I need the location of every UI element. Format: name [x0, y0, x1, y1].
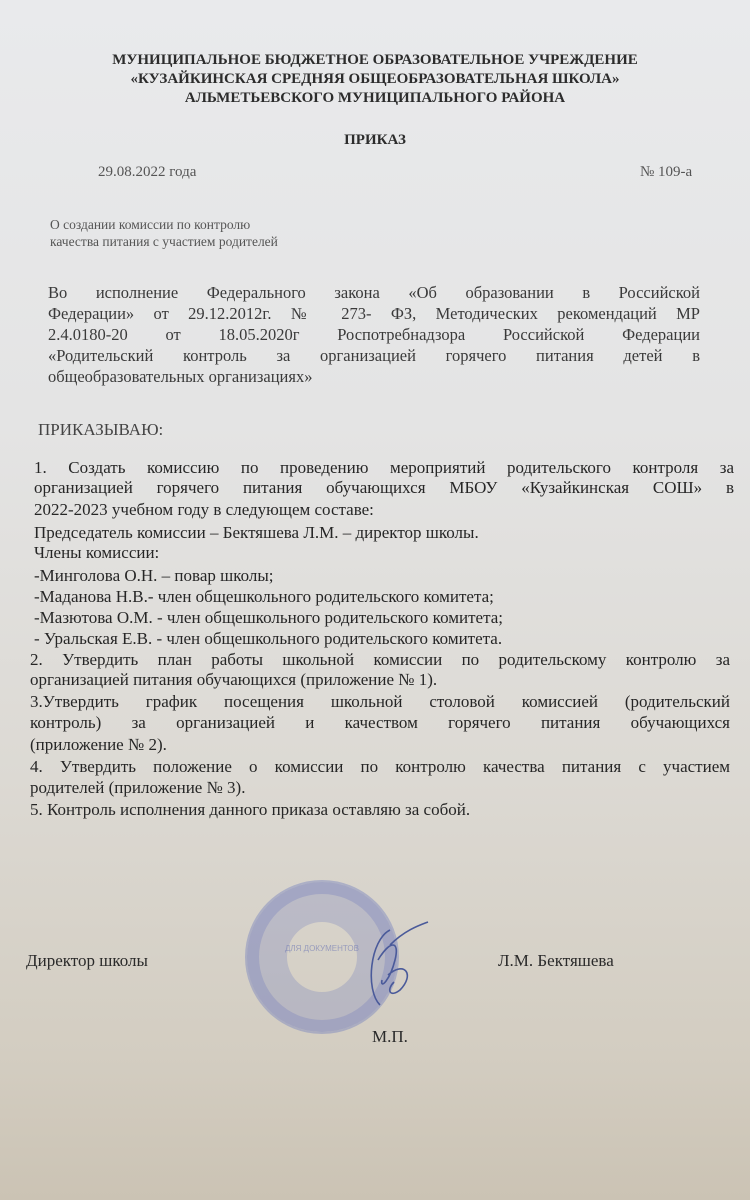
preamble-line-1: Во исполнение Федерального закона «Об образовании в Российской [48, 283, 700, 302]
order-body-line: организацией питания обучающихся (приложение № 1). [30, 670, 438, 689]
header-line-1: МУНИЦИПАЛЬНОЕ БЮДЖЕТНОЕ ОБРАЗОВАТЕЛЬНОЕ УЧРЕЖДЕНИЕ [112, 52, 638, 68]
order-word: ПРИКАЗЫВАЮ: [38, 420, 164, 439]
order-body-line: 2. Утвердить план работы школьной комиссии по родительскому контролю за [30, 650, 730, 669]
order-body-line: организацией горячего питания обучающихся МБОУ «Кузайкинская СОШ» в [34, 478, 734, 497]
subject-line-2: качества питания с участием родителей [50, 234, 278, 249]
order-number: № 109-а [640, 164, 693, 180]
preamble-line-5: общеобразовательных организациях» [48, 367, 313, 386]
order-body-line: (приложение № 2). [30, 735, 167, 754]
order-body-line: контроль) за организацией и качеством горячего питания обучающихся [30, 713, 730, 732]
header-line-3: АЛЬМЕТЬЕВСКОГО МУНИЦИПАЛЬНОГО РАЙОНА [184, 90, 566, 106]
order-body-line: 1. Создать комиссию по проведению мероприятий родительского контроля за [34, 458, 734, 477]
subject-line-1: О создании комиссии по контролю [50, 217, 251, 232]
order-body-line: -Мазютова О.М. - член общешкольного родительского комитета; [34, 608, 503, 627]
order-date: 29.08.2022 года [98, 164, 197, 180]
signature-name: Л.М. Бектяшева [498, 951, 614, 970]
preamble-line-2: Федерации» от 29.12.2012г. № 273- ФЗ, Методических рекомендаций МР [48, 304, 700, 323]
order-body-line: 2022-2023 учебном году в следующем составе: [34, 500, 374, 519]
signature-role: Директор школы [26, 951, 148, 970]
order-body-line: - Уральская Е.В. - член общешкольного родительского комитета. [34, 629, 503, 648]
order-body-line: Председатель комиссии – Бектяшева Л.М. – директор школы. [34, 523, 479, 542]
preamble-line-3: 2.4.0180-20 от 18.05.2020г Роспотребнадзора Российской Федерации [48, 325, 700, 344]
stamp-text: ДЛЯ ДОКУМЕНТОВ [284, 944, 359, 953]
order-body-line: 5. Контроль исполнения данного приказа оставляю за собой. [30, 800, 471, 819]
seal-mark: М.П. [372, 1027, 408, 1046]
header-line-2: «КУЗАЙКИНСКАЯ СРЕДНЯЯ ОБЩЕОБРАЗОВАТЕЛЬНАЯ ШКОЛА» [130, 71, 620, 87]
order-body-line: 3.Утвердить график посещения школьной столовой комиссией (родительский [30, 692, 730, 711]
order-body-line: Члены комиссии: [34, 543, 160, 562]
preamble-line-4: «Родительский контроль за организацией горячего питания детей в [48, 346, 700, 365]
handwritten-signature [360, 920, 430, 1010]
order-body-line: -Минголова О.Н. – повар школы; [34, 566, 274, 585]
order-body-line: 4. Утвердить положение о комиссии по контролю качества питания с участием [30, 757, 730, 776]
document-title: ПРИКАЗ [344, 132, 406, 148]
order-body-line: -Маданова Н.В.- член общешкольного родительского комитета; [34, 587, 494, 606]
order-body-line: родителей (приложение № 3). [30, 778, 246, 797]
